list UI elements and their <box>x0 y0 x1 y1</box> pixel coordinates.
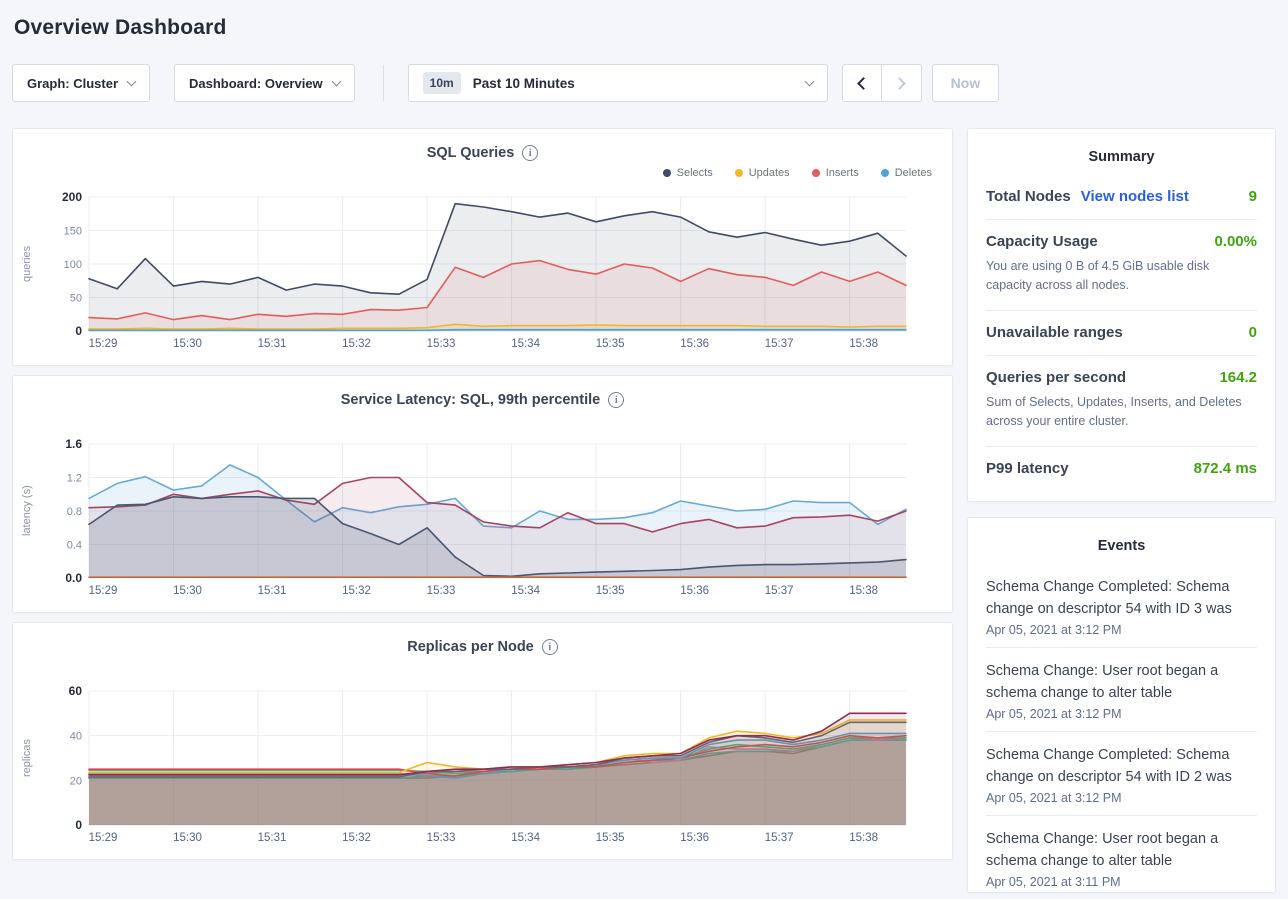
legend-label: Updates <box>748 167 790 179</box>
svg-text:0: 0 <box>75 818 82 832</box>
y-axis-label: latency (s) <box>21 485 33 537</box>
svg-text:150: 150 <box>63 225 82 238</box>
svg-text:15:32: 15:32 <box>342 338 371 350</box>
side-column <box>967 128 1276 893</box>
svg-text:15:32: 15:32 <box>342 585 371 597</box>
chart-title: SQL Queries <box>426 145 515 161</box>
summary-row <box>986 220 1257 311</box>
graph-dropdown[interactable] <box>12 64 150 102</box>
time-range-badge: 10m <box>423 72 461 94</box>
chart-legend <box>663 167 932 179</box>
now-button[interactable]: Now <box>932 64 1000 102</box>
time-next-button[interactable] <box>882 64 922 102</box>
legend-dot <box>663 169 671 177</box>
summary-title: Summary <box>1088 149 1155 165</box>
svg-text:15:35: 15:35 <box>595 832 625 844</box>
legend-item-deletes[interactable] <box>881 167 932 179</box>
svg-text:15:30: 15:30 <box>173 585 202 597</box>
info-icon[interactable]: i <box>608 392 624 408</box>
legend-label: Deletes <box>894 167 932 179</box>
legend-item-updates[interactable] <box>735 167 790 179</box>
svg-text:15:34: 15:34 <box>511 585 540 597</box>
svg-text:200: 200 <box>61 190 82 204</box>
y-axis-label: queries <box>21 245 33 283</box>
svg-text:15:37: 15:37 <box>764 585 794 597</box>
summary-row <box>986 311 1257 356</box>
service-latency-plot[interactable] <box>43 434 936 609</box>
svg-text:15:32: 15:32 <box>342 832 371 844</box>
svg-text:15:37: 15:37 <box>764 338 794 350</box>
event-message[interactable]: Schema Change Completed: Schema change on descriptor 54 with ID 2 was <box>986 746 1232 785</box>
svg-text:15:38: 15:38 <box>849 585 879 597</box>
summary-row-value: 0.00% <box>1214 233 1257 250</box>
event-item <box>986 732 1257 816</box>
events-list <box>986 564 1257 899</box>
svg-text:15:34: 15:34 <box>511 338 540 350</box>
svg-text:20: 20 <box>69 775 82 788</box>
svg-text:15:29: 15:29 <box>88 585 118 597</box>
svg-text:60: 60 <box>68 684 82 698</box>
legend-item-inserts[interactable] <box>812 167 859 179</box>
svg-text:100: 100 <box>63 259 82 271</box>
info-icon[interactable]: i <box>522 145 538 161</box>
time-range-dropdown[interactable] <box>408 64 828 102</box>
time-prev-button[interactable] <box>842 64 882 102</box>
svg-text:15:29: 15:29 <box>88 338 118 350</box>
info-icon[interactable]: i <box>542 639 558 655</box>
events-panel <box>967 517 1276 893</box>
summary-row-label: Unavailable ranges <box>986 323 1123 341</box>
event-timestamp: Apr 05, 2021 at 3:12 PM <box>986 622 1122 637</box>
event-message[interactable]: Schema Change: User root began a schema change to alter table <box>986 662 1219 701</box>
legend-label: Selects <box>676 167 713 179</box>
svg-text:15:36: 15:36 <box>680 832 710 844</box>
summary-row-label: Capacity Usage <box>986 233 1098 250</box>
summary-row-value: 0 <box>1248 323 1257 341</box>
summary-row <box>986 356 1257 447</box>
toolbar-divider <box>383 65 384 101</box>
summary-row-value: 9 <box>1248 188 1257 205</box>
summary-row-value: 164.2 <box>1219 368 1257 386</box>
svg-text:40: 40 <box>69 730 82 743</box>
svg-text:0: 0 <box>75 324 82 338</box>
event-item <box>986 564 1257 648</box>
svg-text:0.8: 0.8 <box>66 506 82 518</box>
summary-row-label: P99 latency <box>986 459 1069 477</box>
summary-row-subtext: Sum of Selects, Updates, Inserts, and Deletes across your entire cluster. <box>986 394 1242 429</box>
chevron-right-icon <box>893 77 906 90</box>
legend-dot <box>735 169 743 177</box>
chevron-left-icon <box>857 77 870 90</box>
svg-text:15:33: 15:33 <box>426 338 456 350</box>
svg-text:15:30: 15:30 <box>173 832 202 844</box>
svg-text:1.6: 1.6 <box>65 437 82 451</box>
svg-text:15:33: 15:33 <box>426 832 456 844</box>
legend-label: Inserts <box>825 167 859 179</box>
svg-text:15:37: 15:37 <box>764 832 794 844</box>
page-title: Overview Dashboard <box>14 16 227 39</box>
svg-text:0.0: 0.0 <box>65 571 82 585</box>
svg-text:15:36: 15:36 <box>680 585 710 597</box>
replicas-per-node-plot[interactable] <box>43 681 936 856</box>
chart-title: Replicas per Node <box>407 639 534 655</box>
summary-row-label: Total Nodes <box>986 188 1071 205</box>
main-content <box>12 128 1276 893</box>
svg-text:15:31: 15:31 <box>257 585 287 597</box>
view-nodes-list-link[interactable]: View nodes list <box>1080 188 1189 205</box>
svg-text:15:29: 15:29 <box>88 832 118 844</box>
event-item <box>986 816 1257 899</box>
time-range-label: Past 10 Minutes <box>472 75 575 91</box>
event-item <box>986 648 1257 732</box>
summary-panel <box>967 128 1276 502</box>
time-step-buttons <box>842 64 922 102</box>
svg-text:15:34: 15:34 <box>511 832 540 844</box>
chevron-down-icon <box>331 76 341 86</box>
summary-row <box>986 175 1257 220</box>
chevron-down-icon <box>804 76 814 86</box>
svg-text:15:35: 15:35 <box>595 585 625 597</box>
summary-rows <box>986 175 1257 491</box>
event-message[interactable]: Schema Change Completed: Schema change on descriptor 54 with ID 3 was <box>986 578 1232 617</box>
svg-text:15:38: 15:38 <box>849 832 879 844</box>
svg-text:1.2: 1.2 <box>66 472 82 485</box>
service-latency-chart-card <box>12 375 953 613</box>
sql-queries-chart-card <box>12 128 953 366</box>
event-message[interactable]: Schema Change: User root began a schema change to alter table <box>986 830 1219 869</box>
chart-title: Service Latency: SQL, 99th percentile <box>340 392 601 408</box>
dashboard-dropdown-label: Dashboard: Overview <box>189 75 323 91</box>
svg-text:15:31: 15:31 <box>257 338 287 350</box>
svg-text:15:31: 15:31 <box>257 832 287 844</box>
replicas-per-node-chart-card <box>12 622 953 860</box>
summary-row-subtext: You are using 0 B of 4.5 GiB usable disk capacity across all nodes. <box>986 259 1210 293</box>
legend-dot <box>881 169 889 177</box>
legend-item-selects[interactable] <box>663 167 713 179</box>
svg-text:15:36: 15:36 <box>680 338 710 350</box>
svg-text:15:30: 15:30 <box>173 338 202 350</box>
events-title: Events <box>1097 537 1146 554</box>
charts-column <box>12 128 953 860</box>
dashboard-dropdown[interactable] <box>174 64 355 102</box>
svg-text:50: 50 <box>69 292 82 305</box>
y-axis-label: replicas <box>21 739 33 777</box>
svg-text:15:33: 15:33 <box>426 585 456 597</box>
chevron-down-icon <box>127 76 137 86</box>
legend-dot <box>812 169 820 177</box>
toolbar <box>12 64 1276 102</box>
graph-dropdown-label: Graph: Cluster <box>27 75 119 91</box>
svg-text:15:38: 15:38 <box>849 338 879 350</box>
sql-queries-plot[interactable] <box>43 187 936 362</box>
svg-text:0.4: 0.4 <box>66 539 82 552</box>
summary-row-label: Queries per second <box>986 368 1127 386</box>
summary-row-value: 872.4 ms <box>1193 459 1257 477</box>
event-timestamp: Apr 05, 2021 at 3:12 PM <box>986 790 1122 805</box>
event-timestamp: Apr 05, 2021 at 3:11 PM <box>986 874 1121 889</box>
event-timestamp: Apr 05, 2021 at 3:12 PM <box>986 706 1122 721</box>
svg-text:15:35: 15:35 <box>595 338 625 350</box>
summary-row <box>986 447 1257 491</box>
